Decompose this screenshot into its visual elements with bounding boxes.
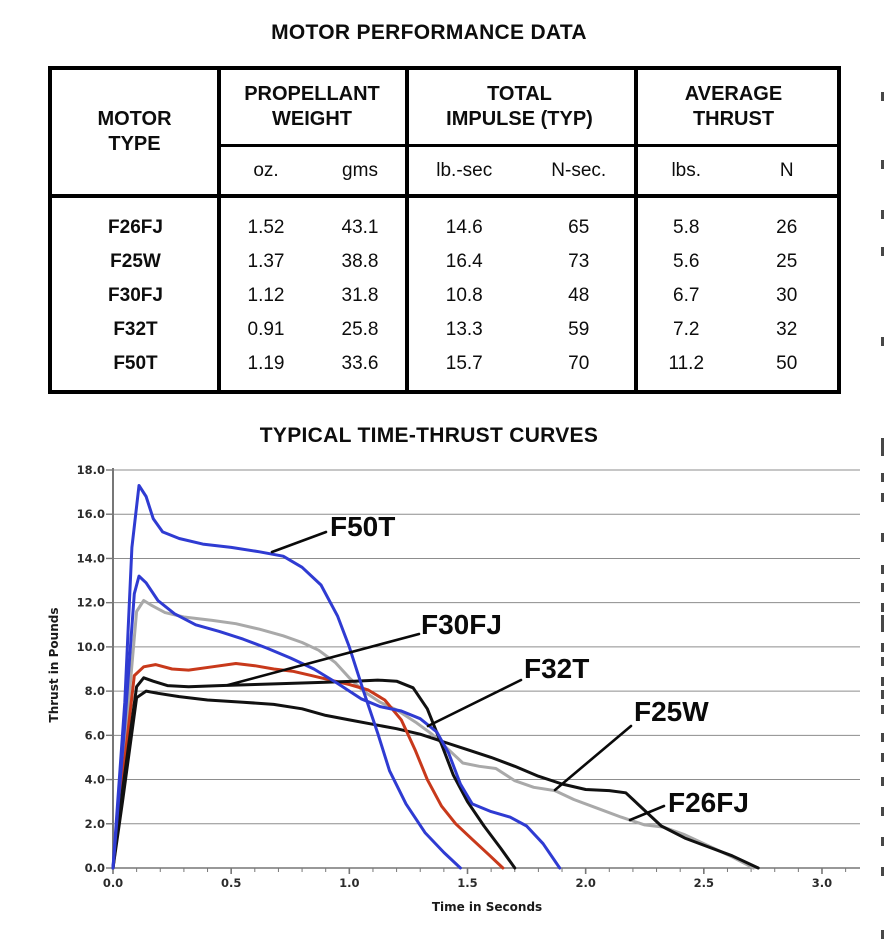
curve-label-f32t: F32T [524,653,590,684]
curve-label-f30fj: F30FJ [421,609,502,640]
table-row [52,347,837,381]
value-cell: 48 [568,285,590,306]
value-cell: 50 [776,353,798,374]
table-row [52,245,837,279]
curve-f30fj [113,678,515,868]
motor-performance-table [48,66,841,394]
value-cell: 1.52 [247,217,285,238]
value-cell: 16.4 [445,251,483,272]
value-cell: 6.7 [673,285,700,306]
unit-n: N [779,159,794,181]
motor-type-cell: F50T [113,353,158,374]
value-cell: 11.2 [668,353,705,374]
value-cell: 25.8 [341,319,379,340]
unit-gms: gms [342,159,378,181]
table-divider [52,194,837,198]
value-cell: 5.6 [673,251,700,272]
header-line: TOTAL [487,83,552,105]
value-cell: 5.8 [673,217,700,238]
chart-title: TYPICAL TIME-THRUST CURVES [259,424,599,447]
leader-line-f32t [428,680,521,726]
value-cell: 13.3 [445,319,483,340]
x-tick-label: 2.0 [575,876,596,890]
column-header-propellant-weight [219,70,405,144]
leader-line-f26fj [630,806,664,820]
header-line: THRUST [692,108,775,130]
value-cell: 1.12 [247,285,285,306]
motor-type-cell: F25W [110,251,161,272]
x-tick-label: 0.5 [220,876,242,890]
value-cell: 0.91 [247,319,285,340]
x-tick-label: 2.5 [693,876,715,890]
units-row [52,147,837,194]
curve-f25w [113,601,754,869]
y-tick-label: 4.0 [84,772,105,787]
y-tick-label: 14.0 [76,551,105,566]
header-line: PROPELLANT [244,83,380,105]
y-axis-title: Thrust in Pounds [47,607,61,723]
column-header-average-thrust [634,70,833,144]
value-cell: 25 [776,251,798,272]
table-data-rows [52,198,837,390]
value-cell: 30 [776,285,798,306]
header-line: MOTOR [97,108,172,130]
value-cell: 14.6 [445,217,483,238]
x-axis-title: Time in Seconds [431,900,543,914]
table-row [52,313,837,347]
y-tick-label: 12.0 [76,595,105,610]
table-divider [634,70,638,390]
unit-lbsec: lb.-sec [436,159,493,181]
curve-label-f26fj: F26FJ [668,787,749,818]
value-cell: 1.37 [247,251,285,272]
value-cell: 33.6 [341,353,379,374]
y-tick-label: 18.0 [76,463,105,477]
leader-line-f50t [272,532,326,552]
curve-label-f50t: F50T [330,511,396,542]
y-tick-label: 6.0 [84,728,105,743]
motor-type-cell: F26FJ [108,217,163,238]
value-cell: 65 [568,217,590,238]
value-cell: 32 [776,319,798,340]
header-line: IMPULSE (TYP) [446,108,593,130]
unit-lbs: lbs. [671,159,702,181]
x-tick-label: 0.0 [102,876,124,890]
column-header-total-impulse [405,70,634,144]
y-tick-label: 0.0 [84,860,105,875]
value-cell: 73 [568,251,590,272]
x-tick-label: 1.0 [339,876,360,890]
curve-label-f25w: F25W [634,696,709,727]
table-divider [217,70,221,390]
y-tick-label: 10.0 [76,639,105,654]
value-cell: 7.2 [673,319,700,340]
value-cell: 10.8 [445,285,483,306]
time-thrust-chart [0,450,884,936]
value-cell: 43.1 [341,217,379,238]
x-tick-label: 1.5 [457,876,478,890]
value-cell: 31.8 [341,285,379,306]
unit-nsec: N-sec. [551,159,607,181]
value-cell: 59 [568,319,590,340]
curve-f50t [113,486,460,869]
motor-type-cell: F30FJ [108,285,163,306]
y-tick-label: 16.0 [76,507,105,522]
y-tick-label: 8.0 [84,684,105,699]
y-tick-label: 2.0 [84,816,105,831]
motor-type-cell: F32T [113,319,158,340]
table-divider [405,70,409,390]
unit-oz: oz. [253,159,279,181]
value-cell: 38.8 [341,251,379,272]
table-title: MOTOR PERFORMANCE DATA [271,21,587,44]
table-row [52,211,837,245]
table-divider [219,144,837,147]
x-tick-label: 3.0 [811,876,833,890]
value-cell: 26 [776,217,798,238]
value-cell: 1.19 [247,353,285,374]
header-line: WEIGHT [272,108,352,130]
header-line: TYPE [108,133,161,155]
value-cell: 70 [568,353,590,374]
header-line: AVERAGE [684,83,783,105]
table-row [52,279,837,313]
value-cell: 15.7 [445,353,483,374]
